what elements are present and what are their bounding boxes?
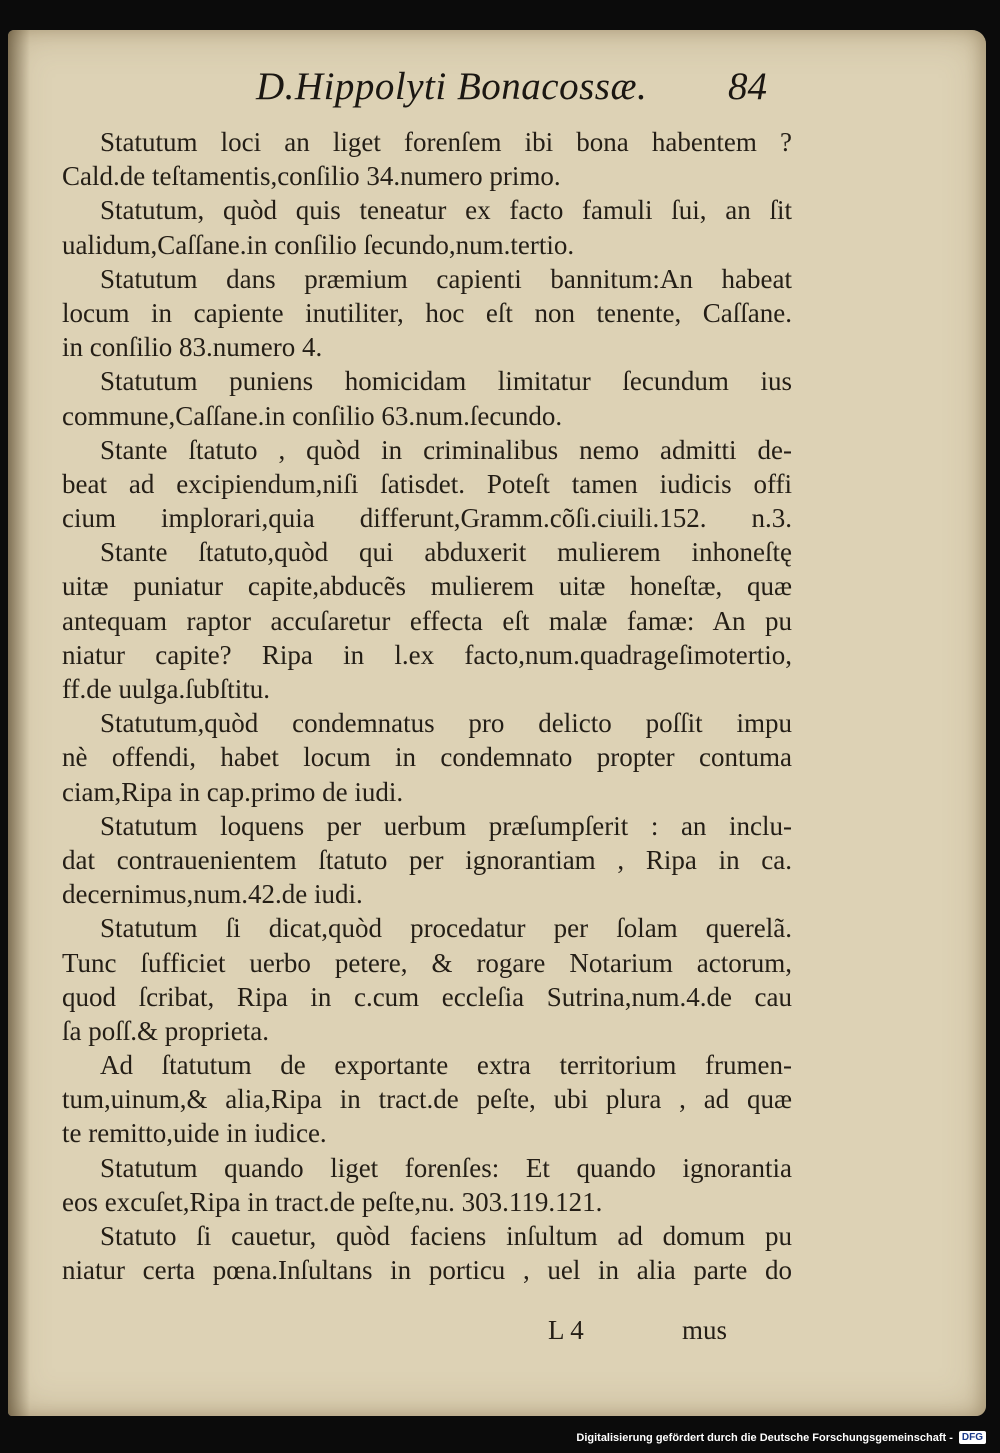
text-block — [62, 125, 792, 1287]
text-line: quod ſcribat, Ripa in c.cum eccleſia Sutrina,num.4.de cau — [62, 981, 792, 1012]
text-line: Stante ſtatuto,quòd qui abduxerit mulierem inhoneſtę — [100, 537, 792, 568]
text-line: Tunc ſufficiet uerbo petere, & rogare Notarium actorum, — [62, 947, 792, 978]
text-line: Statutum puniens homicidam limitatur ſecundum ius — [100, 366, 792, 397]
text-line: ſa poſſ.& proprieta. — [62, 1015, 269, 1046]
text-line: Statuto ſi cauetur, quòd faciens inſultum ad domum pu — [100, 1221, 792, 1251]
text-line: Statutum, quòd quis teneatur ex facto famuli ſui, an ſit — [100, 195, 792, 226]
folio-number: 84 — [728, 65, 767, 108]
text-line: beat ad excipiendum,niſi ſatisdet. Poteſt tamen iudicis offi — [62, 468, 792, 499]
text-line: ff.de uulga.ſubſtitu. — [62, 674, 270, 704]
text-line: niatur certa pœna.Inſultans in porticu , uel in alia parte do — [62, 1255, 792, 1286]
text-line: ciam,Ripa in cap.primo de iudi. — [62, 776, 404, 807]
text-line: Statutum ſi dicat,quòd procedatur per ſolam querelã. — [100, 913, 792, 944]
funding-credit: Digitalisierung gefördert durch die Deutsche Forschungsgemeinschaft - — [576, 1431, 953, 1444]
text-line: cium implorari,quia differunt,Gramm.cõſi.ciuili.152. n.3. — [62, 503, 792, 534]
book-page — [8, 30, 986, 1416]
text-line: decernimus,num.42.de iudi. — [62, 879, 363, 910]
dfg-logo-icon: DFG — [959, 1431, 986, 1444]
text-line: dat contrauenientem ſtatuto per ignorantiam , Ripa in ca. — [62, 844, 792, 875]
text-line: Ad ſtatutum de exportante extra territorium frumen- — [100, 1050, 792, 1081]
text-line: Statutum quando liget forenſes: Et quando ignorantia — [100, 1152, 792, 1183]
running-title: D.Hippolyti Bonacossæ. — [256, 65, 648, 108]
text-line: te remitto,uide in iudice. — [62, 1118, 327, 1149]
text-line: ualidum,Caſſane.in conſilio ſecundo,num.tertio. — [62, 229, 575, 260]
catchline — [8, 1315, 986, 1349]
text-line: Statutum dans præmium capienti bannitum:An habeat — [100, 263, 792, 294]
page-header — [8, 64, 986, 124]
text-line: Statutum loquens per uerbum præſumpſerit : an inclu- — [100, 810, 792, 841]
text-line: eos excuſet,Ripa in tract.de peſte,nu. 303.119.121. — [62, 1186, 603, 1217]
signature-mark: L 4 — [548, 1315, 584, 1345]
text-line: Statutum,quòd condemnatus pro delicto poſſit impu — [100, 708, 792, 739]
text-line: antequam raptor accuſaretur effecta eſt malæ famæ: An pu — [62, 605, 792, 636]
catchword: mus — [682, 1315, 728, 1345]
text-line: niatur capite? Ripa in l.ex facto,num.quadrageſimotertio, — [62, 639, 792, 670]
text-line: nè offendi, habet locum in condemnato propter contuma — [62, 742, 792, 773]
text-line: commune,Caſſane.in conſilio 63.num.ſecundo. — [62, 400, 563, 431]
text-line: locum in capiente inutiliter, hoc eſt non tenente, Caſſane. — [62, 297, 792, 328]
text-line: uitæ puniatur capite,abducẽs mulierem uitæ honeſtæ, quæ — [62, 571, 792, 602]
text-line: in conſilio 83.numero 4. — [62, 332, 323, 363]
digitization-footer — [576, 1431, 986, 1444]
text-line: Stante ſtatuto , quòd in criminalibus nemo admitti de- — [100, 434, 792, 465]
text-line: Cald.de teſtamentis,conſilio 34.numero primo. — [62, 161, 561, 192]
text-line: Statutum loci an liget forenſem ibi bona habentem ? — [100, 127, 792, 157]
text-line: tum,uinum,& alia,Ripa in tract.de peſte, ubi plura , ad quæ — [62, 1084, 792, 1115]
